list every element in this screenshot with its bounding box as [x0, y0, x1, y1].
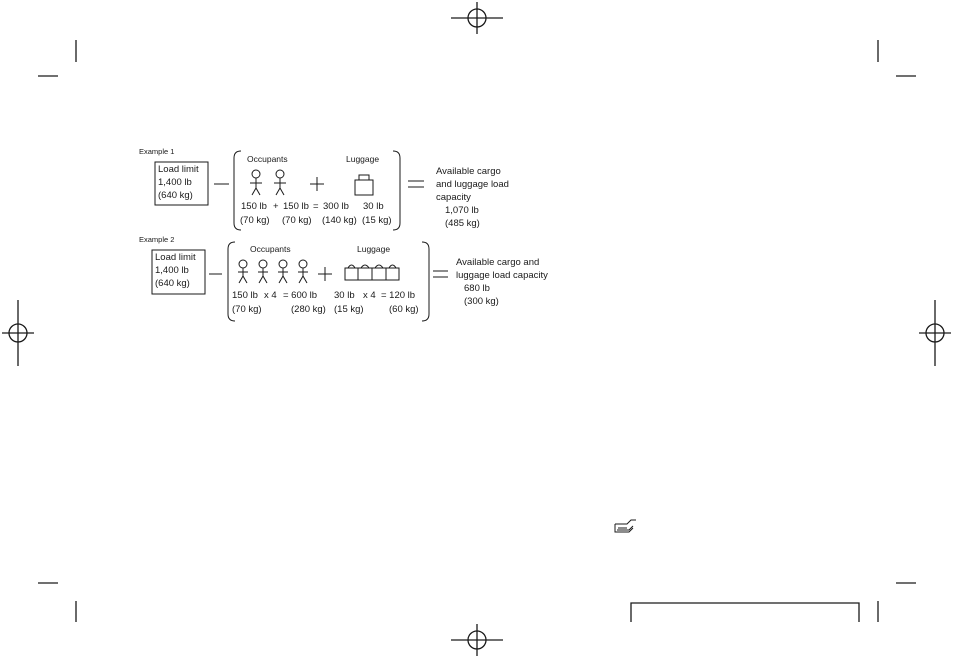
example2-title: Example 2 — [139, 235, 175, 244]
person-icon — [238, 260, 248, 283]
bag-icon — [345, 265, 358, 280]
luggage-multiplier: x 4 — [363, 290, 376, 301]
plus-icon — [318, 267, 332, 281]
equals-text: = — [313, 201, 319, 212]
person-icon — [258, 260, 268, 283]
luggage-total-kg: (60 kg) — [389, 304, 419, 315]
luggage-heading: Luggage — [346, 154, 380, 164]
occupant-multiplier: x 4 — [264, 290, 277, 301]
example1-title: Example 1 — [139, 147, 175, 156]
load-limit-kg: (640 kg) — [155, 278, 190, 289]
load-limit-lb: 1,400 lb — [158, 177, 192, 188]
occupants-heading: Occupants — [250, 244, 291, 254]
occupants-total-kg: (280 kg) — [291, 304, 326, 315]
result-kg: (485 kg) — [445, 218, 480, 229]
result-lb: 1,070 lb — [445, 205, 479, 216]
luggage-weight: 30 lb — [334, 290, 355, 301]
occupant-kg: (70 kg) — [240, 215, 270, 226]
bag-icon — [386, 265, 399, 280]
occupant-weight: 150 lb — [232, 290, 258, 301]
occupants-total: = 600 lb — [283, 290, 318, 301]
luggage-heading: Luggage — [357, 244, 391, 254]
equals-icon — [433, 271, 448, 277]
load-limit-label: Load limit — [155, 252, 196, 263]
bag-icon — [372, 265, 386, 280]
bag-icon — [358, 265, 372, 280]
person-icon — [298, 260, 308, 283]
occupants-heading: Occupants — [247, 154, 288, 164]
occupant-weight: 150 lb — [283, 201, 309, 212]
result-text: luggage load capacity — [456, 270, 548, 281]
occupant-kg: (70 kg) — [232, 304, 262, 315]
result-text: Available cargo and — [456, 257, 540, 268]
result-text: and luggage load — [436, 179, 509, 190]
result-text: capacity — [436, 192, 471, 203]
luggage-kg: (15 kg) — [362, 215, 392, 226]
luggage-weight: 30 lb — [363, 201, 384, 212]
load-limit-label: Load limit — [158, 164, 199, 175]
result-lb: 680 lb — [464, 283, 490, 294]
load-limit-kg: (640 kg) — [158, 190, 193, 201]
luggage-total: = 120 lb — [381, 290, 416, 301]
result-text: Available cargo — [436, 166, 501, 177]
luggage-kg: (15 kg) — [334, 304, 364, 315]
occupants-total: 300 lb — [323, 201, 349, 212]
occupants-total-kg: (140 kg) — [322, 215, 357, 226]
occupant-kg: (70 kg) — [282, 215, 312, 226]
occupant-weight: 150 lb — [241, 201, 267, 212]
load-limit-lb: 1,400 lb — [155, 265, 189, 276]
result-kg: (300 kg) — [464, 296, 499, 307]
bracket-icon — [422, 242, 429, 321]
person-icon — [278, 260, 288, 283]
plus-text: + — [273, 201, 279, 212]
